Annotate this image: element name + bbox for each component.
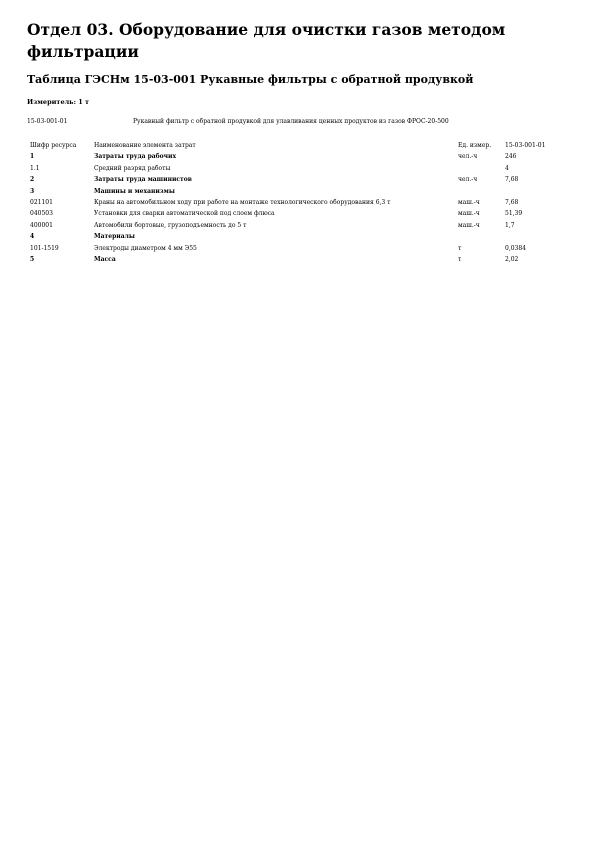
row-unit: чел.-ч (458, 176, 478, 184)
resource-table (30, 140, 565, 265)
row-code: 101-1519 (30, 244, 59, 252)
row-code: 3 (30, 187, 35, 195)
row-value: 7,68 (505, 176, 519, 184)
row-unit (458, 163, 505, 174)
row-unit: т (458, 256, 462, 264)
row-name: Машины и механизмы (94, 187, 175, 195)
table-header-row (30, 140, 565, 151)
row-value: 1,7 (505, 221, 515, 229)
table-row (30, 220, 565, 231)
row-name: Автомобили бортовые, грузоподъемность до 5 т (94, 221, 247, 229)
row-unit (458, 186, 505, 197)
row-value: 7,68 (505, 199, 519, 207)
header-value: 15-03-001-01 (505, 142, 546, 149)
header-unit: Ед. измер. (458, 142, 492, 149)
row-value: 4 (505, 164, 509, 172)
row-code: 040503 (30, 210, 53, 218)
row-name: Затраты труда рабочих (94, 153, 177, 161)
row-code: 5 (30, 256, 35, 264)
table-row (30, 151, 565, 162)
row-name: Установки для сварки автоматической под слоем флюса (94, 210, 275, 218)
row-code: 1 (30, 153, 35, 161)
row-value (505, 231, 565, 242)
table-row (30, 186, 565, 197)
row-unit: т (458, 244, 462, 252)
table-row (30, 231, 565, 242)
table-title: Таблица ГЭСНм 15-03-001 Рукавные фильтры с обратной продувкой (27, 73, 474, 86)
row-code: 1.1 (30, 164, 40, 172)
table-row (30, 197, 565, 208)
section-title: Отдел 03. Оборудование для очистки газов методом фильтрации (27, 20, 506, 61)
row-code: 4 (30, 233, 35, 241)
row-value: 246 (505, 153, 517, 161)
table-row (30, 174, 565, 185)
table-row (30, 163, 565, 174)
row-unit: чел.-ч (458, 153, 478, 161)
row-name: Электроды диаметром 4 мм Э55 (94, 244, 197, 252)
row-unit: маш.-ч (458, 199, 480, 207)
table-row (30, 243, 565, 254)
row-name: Средний разряд работы (94, 164, 171, 172)
row-code: 2 (30, 176, 35, 184)
item-code: 15-03-001-01 (27, 118, 68, 125)
row-value (505, 186, 565, 197)
row-code: 021101 (30, 199, 53, 207)
item-description: Рукавный фильтр с обратной продувкой для улавливания ценных продуктов из газов ФРОС-20-500 (133, 118, 449, 125)
row-name: Масса (94, 256, 116, 264)
row-unit: маш.-ч (458, 221, 480, 229)
row-value: 51,39 (505, 210, 523, 218)
header-name: Наименование элемента затрат (94, 142, 196, 149)
row-value: 0,0384 (505, 244, 526, 252)
row-value: 2,02 (505, 256, 519, 264)
row-unit (458, 231, 505, 242)
row-unit: маш.-ч (458, 210, 480, 218)
table-row (30, 208, 565, 219)
row-name: Материалы (94, 233, 135, 241)
row-name: Краны на автомобильном ходу при работе на монтаже технологического оборудования 6,3 т (94, 199, 391, 207)
row-name: Затраты труда машинистов (94, 176, 192, 184)
measure-unit: Измеритель: 1 т (27, 98, 90, 106)
row-code: 400001 (30, 221, 53, 229)
header-code: Шифр ресурса (30, 142, 77, 149)
table-row (30, 254, 565, 265)
